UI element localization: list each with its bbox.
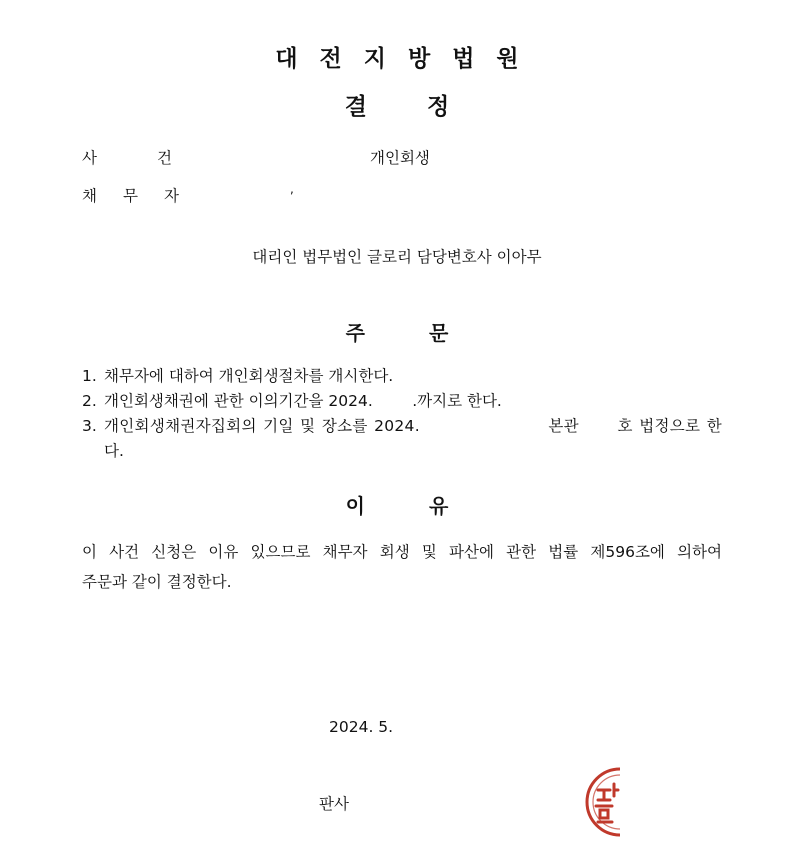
court-name: 대전지방법원 <box>275 46 541 72</box>
order-item-text-line2: 다. <box>104 442 124 460</box>
order-item-2 <box>82 389 722 414</box>
case-label: 사건 <box>82 149 232 167</box>
judge-seal-stamp <box>584 766 620 838</box>
order-item-text: 개인회생채권에 관한 이의기간을 2024. .까지로 한다. <box>104 392 502 410</box>
order-item-text-line1: 개인회생채권자집회의 기일 및 장소를 2024. 본관 호 법정으로 한 <box>104 417 722 435</box>
order-item-text-block <box>104 414 722 464</box>
order-heading: 주문 <box>345 321 513 345</box>
order-item-1 <box>82 364 722 389</box>
agent-line: 대리인 법무법인 글로리 담당변호사 이아무 <box>252 248 542 266</box>
reason-line-2: 주문과 같이 결정한다. <box>82 573 232 591</box>
order-item-text: 채무자에 대하여 개인회생절차를 개시한다. <box>104 367 394 385</box>
decision-date: 2024. 5. <box>329 718 394 736</box>
seal-icon <box>584 766 620 838</box>
reason-paragraph <box>82 537 722 597</box>
order-list <box>82 364 722 464</box>
judge-label: 판사 <box>319 795 349 813</box>
order-item-number: 3. <box>82 417 97 435</box>
debtor-redacted-mark: , <box>290 182 294 196</box>
order-item-number: 1. <box>82 367 97 385</box>
order-item-3 <box>82 414 722 464</box>
reason-line-1: 이 사건 신청은 이유 있으므로 채무자 회생 및 파산에 관한 법률 제596조에 의하여 <box>82 543 722 561</box>
reason-heading: 이유 <box>345 494 513 518</box>
debtor-label: 채무자 <box>82 187 205 205</box>
document-type-title: 결정 <box>344 94 510 120</box>
case-value: 개인회생 <box>370 149 430 167</box>
order-item-number: 2. <box>82 392 97 410</box>
